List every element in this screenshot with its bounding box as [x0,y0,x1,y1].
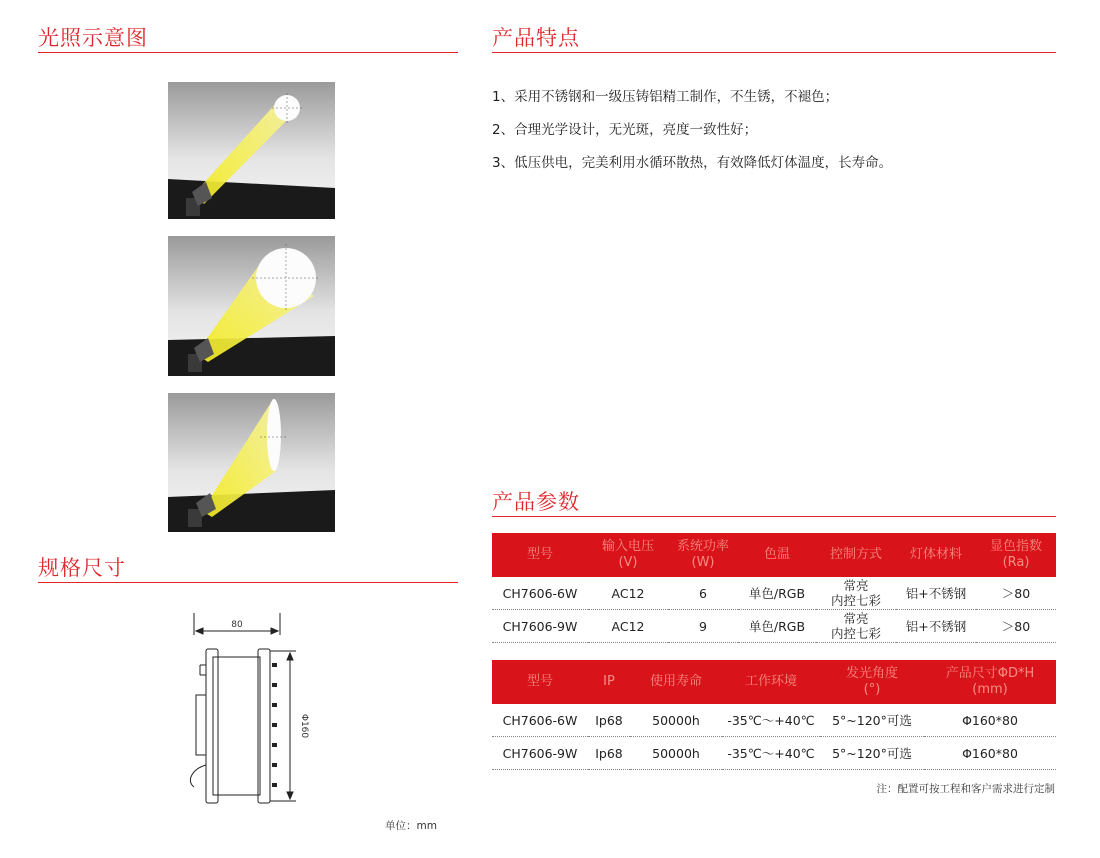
customization-note: 注：配置可按工程和客户需求进行定制 [876,783,1055,795]
features-list [492,86,1052,185]
cell-lifetime: 50000h [630,737,722,770]
cell-control: 常亮 内控七彩 [816,577,896,610]
cell-dimensions: Φ160*80 [924,737,1056,770]
cell-model: CH7606-9W [492,737,588,770]
cell-color: 单色/RGB [738,577,816,610]
cell-material: 铝+不锈钢 [896,577,976,610]
table-row [492,704,1056,737]
cell-environment: -35℃～+40℃ [722,704,820,737]
spec-table-electrical [492,533,1056,643]
illustration-title-rule [38,52,458,53]
unit-label: 单位：mm [385,820,437,832]
cell-ip: Ip68 [588,704,630,737]
cell-material: 铝+不锈钢 [896,610,976,643]
header-beam-angle: 发光角度 (°) [820,660,924,704]
cell-beam-angle: 5°~120°可选 [820,737,924,770]
header-environment: 工作环境 [722,660,820,704]
illustration-section-title: 光照示意图 [38,26,148,50]
size-section-title: 规格尺寸 [38,556,126,580]
table-header-row [492,533,1056,577]
cell-voltage: AC12 [588,577,668,610]
cell-model: CH7606-6W [492,577,588,610]
cell-model: CH7606-9W [492,610,588,643]
size-title-rule [38,582,458,583]
cell-lifetime: 50000h [630,704,722,737]
params-title-rule [492,516,1056,517]
feature-item: 2、合理光学设计，无光斑，亮度一致性好； [492,122,758,138]
header-material: 灯体材料 [896,533,976,577]
header-control: 控制方式 [816,533,896,577]
feature-item: 3、低压供电，完美利用水循环散热，有效降低灯体温度，长寿命。 [492,155,893,171]
cell-model: CH7606-6W [492,704,588,737]
header-voltage: 输入电压 (V) [588,533,668,577]
cell-dimensions: Φ160*80 [924,704,1056,737]
features-section-title: 产品特点 [492,26,580,50]
table-row [492,577,1056,610]
dimension-drawing [170,605,320,810]
width-dimension-label: 80 [231,620,243,630]
spec-table-environment [492,660,1056,770]
feature-item: 1、采用不锈钢和一级压铸铝精工制作，不生锈，不褪色； [492,89,839,105]
header-model: 型号 [492,533,588,577]
table-row [492,610,1056,643]
features-title-rule [492,52,1056,53]
header-ip: IP [588,660,630,704]
cell-color: 单色/RGB [738,610,816,643]
beam-illustration-narrow [168,82,335,219]
header-model: 型号 [492,660,588,704]
header-power: 系统功率 (W) [668,533,738,577]
cell-voltage: AC12 [588,610,668,643]
header-dimensions: 产品尺寸ΦD*H (mm) [924,660,1056,704]
beam-illustration-side [168,393,335,532]
header-color-temp: 色温 [738,533,816,577]
cell-environment: -35℃～+40℃ [722,737,820,770]
cell-cri: ＞80 [976,610,1056,643]
cell-cri: ＞80 [976,577,1056,610]
cell-ip: Ip68 [588,737,630,770]
diameter-dimension-label: Φ160 [299,713,309,739]
header-cri: 显色指数 (Ra) [976,533,1056,577]
header-lifetime: 使用寿命 [630,660,722,704]
cell-power: 9 [668,610,738,643]
table-header-row [492,660,1056,704]
cell-control: 常亮 内控七彩 [816,610,896,643]
table-row [492,737,1056,770]
beam-illustration-wide [168,236,335,376]
cell-beam-angle: 5°~120°可选 [820,704,924,737]
params-section-title: 产品参数 [492,490,580,514]
cell-power: 6 [668,577,738,610]
